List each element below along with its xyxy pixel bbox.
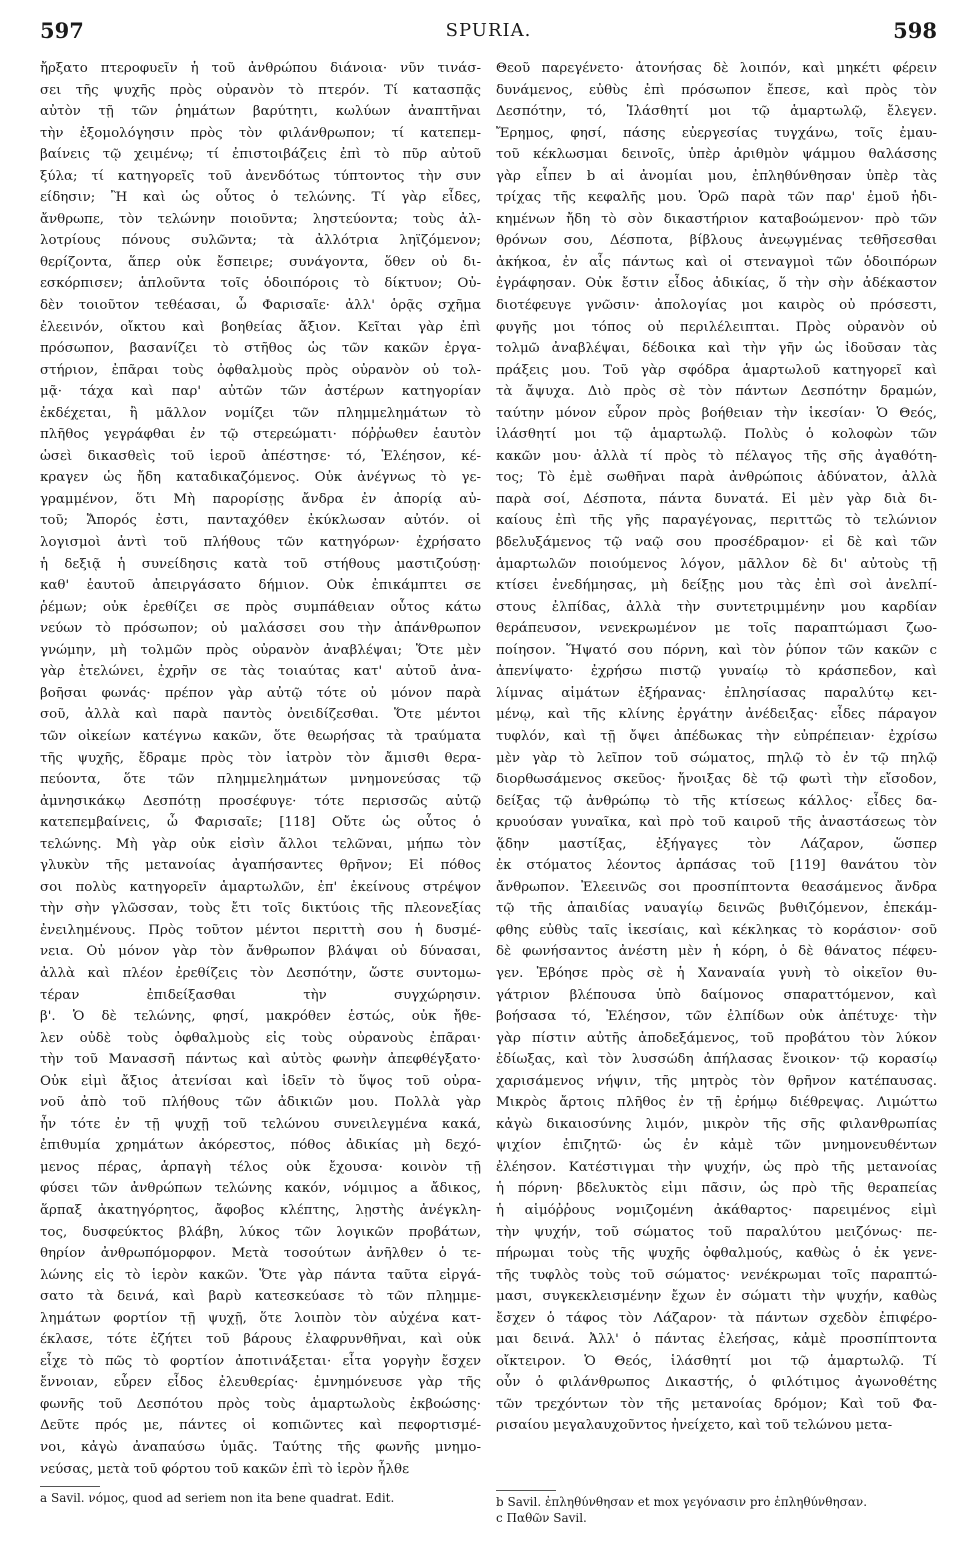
text-line: τῷ τῆς ἀπαιδίας ναυαγίῳ δεινῶς βυθιζόμενον, ἐπεκάμ- <box>496 901 937 917</box>
text-line: Δεσπότην, τό, Ἱλάσθητί μοι τῷ ἁμαρτωλῷ, ἔλεγεν. <box>496 104 937 120</box>
text-line: βοῆσαι φωνάς· πρέπον γὰρ αὐτῷ τότε οὐ μόνον παρὰ <box>40 685 481 701</box>
text-line: οἴκτειρον. Ὁ Θεός, ἱλάσθητί μοι τῷ ἁμαρτωλῷ. Τί <box>496 1353 937 1369</box>
text-line: ἀμνησικάκῳ Δεσπότῃ προσέφυγε· τότε περισσῶς αὐτῷ <box>40 793 481 809</box>
page-number-right: 598 <box>893 18 937 43</box>
text-line: βοήσασα τό, Ἐλέησον, τῶν ἐλπίδων οὐκ ἀπέτυχε· τὴν <box>496 1009 937 1025</box>
text-line: σει τῆς ψυχῆς πρὸς οὐρανὸν τὸ πτερόν. Τί κατασπᾷς <box>40 82 481 98</box>
text-line: ἡ πόρνη· βδελυκτὸς εἰμι πᾶσιν, ὡς πρὸ τῆς θεραπείας <box>496 1181 937 1197</box>
text-line: τοῦ κέκλωσμαι δεινοῖς, ὑπὲρ ἀριθμὸν ψάμμου θαλάσσης <box>496 147 937 163</box>
text-line: σατο τὰ δεινά, καὶ βαρὺ κατεσκεύασε τὸ τῶν πλημμε- <box>40 1289 481 1305</box>
text-line: θρόνων σου, Δέσποτα, βίβλους ἀνεῳγμένας τεθῆσεσθαι <box>496 233 937 249</box>
text-line: ἐγράφησαν. Οὐκ ἔστιν εἶδος ἀδικίας, ὅ τὴν σὴν ἀδέκαστον <box>496 276 937 292</box>
text-line: μασι, συγκεκλεισμένην ἔχων ἐν σώματι τὴν ψυχήν, καθὼς <box>496 1289 937 1305</box>
text-line: ἐδίωξας, καὶ τὸν λυσσώδη ἀπήλασας ἔνοικον· τῷ κορασίῳ <box>496 1052 937 1068</box>
text-line: πράξεις μου. Τοῦ γὰρ σφόδρα ἁμαρτωλοῦ κατηγορεῖ καὶ <box>496 362 937 378</box>
text-line: τῶν οἰκείων κατέγνω κακῶν, ὅτε θεωρήσας τὰ τραύματα <box>40 728 481 744</box>
text-line: Μικρὸς ἄρτοις πλῆθος ἐν τῇ ἐρήμῳ διέθρεψας. Λιμώττω <box>496 1095 937 1111</box>
page-header <box>40 14 937 44</box>
text-line: ἔννοιαν, εὗρεν εἶδος ἐλευθερίας· ἐμνημόνευσε γὰρ τῆς <box>40 1375 481 1391</box>
text-line: ἁμαρτωλῶν ποιούμενος λόγον, μᾶλλον δὲ δι' αὐτοὺς τῇ <box>496 556 937 572</box>
text-line: δείξας τῷ ἀνθρώπῳ τὸ τῆς κτίσεως κάλλος· εἶδες δα- <box>496 793 937 809</box>
text-line: ἡ δεξιᾷ ἡ συνείδησις κατὰ τοῦ στήθους μαστιζούσῃ· <box>40 556 481 572</box>
text-line: β'. Ὁ δὲ τελώνης, φησί, μακρόθεν ἑστώς, οὐκ ἤθε- <box>40 1009 481 1025</box>
text-line: σοι πολὺς κατηγορεῖν ἁμαρτωλῶν, ἐπ' ἐκείνους στρέψον <box>40 879 481 895</box>
footnote-right-c: c Παθῶν Savil. <box>496 1511 587 1525</box>
footnote-right-b: b Savil. ἐπληθύνθησαν et mox γεγόνασιν pro ἐπληθύνθησαν. <box>496 1495 868 1509</box>
text-line: σοῦ, ἀλλὰ καὶ παρὰ παντὸς ὀνειδίζεσθαι. Ὅτε μέντοι <box>40 707 481 723</box>
text-line: τὴν ἐξομολόγησιν πρὸς τὸν φιλάνθρωπον; τί κατεπεμ- <box>40 125 481 141</box>
text-line: δὲ φωνήσαντος ἀνέστη μὲν ἡ κόρη, ὁ δὲ θάνατος πέφευ- <box>496 944 937 960</box>
text-line: θηρίον ἀνθρωπόμορφον. Μετὰ τοσούτων ἀνῆλθεν ὁ τε- <box>40 1246 481 1262</box>
text-line: τολμῶ ἀναβλέψαι, δέδοικα καὶ τὴν γῆν ὡς ἰδοῦσαν τὰς <box>496 341 937 357</box>
text-line: τέραν ἐπιδείξασθαι τὴν συγχώρησιν. <box>40 987 481 1003</box>
footnotes-right <box>496 1494 937 1526</box>
text-line: κακῶν μου· ἀλλὰ τί πρὸς τὸ πέλαγος τῆς σῆς ἀγαθότη- <box>496 448 937 464</box>
text-line: αὐτὸν τῇ τῶν ῥημάτων βαρύτητι, κωλύων ἀναπτῆναι <box>40 104 481 120</box>
text-line: κἀγὼ δικαιοσύνης λιμόν, μικρὸν τῆς σῆς φιλανθρωπίας <box>496 1116 937 1132</box>
text-line: ἐπιθυμία χρημάτων ἀκόρεστος, πόθος ἀδικίας μὴ δεχό- <box>40 1138 481 1154</box>
text-line: δυνάμενος, εὐθὺς ἐπὶ πρόσωπον ἔπεσε, καὶ πρὸς τὸν <box>496 82 937 98</box>
text-line: καίους ἐπὶ τῆς γῆς παραγέγονας, περιττῶς τὸ τελώνιον <box>496 513 937 529</box>
text-line: λοτρίους πόνους συλῶντα; τὰ ἀλλότρια ληϊζόμενον; <box>40 233 481 249</box>
text-line: ἐκ στόματος λέοντος ἁρπάσας τοῦ [119] θανάτου τὸν <box>496 858 937 874</box>
text-line: τὰ ἄψυχα. Διὸ πρὸς σὲ τὸν πάντων Δεσπότην δραμών, <box>496 384 937 400</box>
text-line: τος; Τὸ ἐμὲ σωθῆναι παρὰ ἀνθρώποις ἀδύνατον, ἀλλὰ <box>496 470 937 486</box>
text-line: πεύοντα, ὅτε τῶν πλημμελημάτων μνημονεύσας τῷ <box>40 772 481 788</box>
text-line: ταύτην μόνον εὗρον πρὸς βοήθειαν τὴν ἱκεσίαν· Ὁ Θεός, <box>496 405 937 421</box>
text-line: ποίησον. Ἥψατό σου πόρνη, καὶ τὸν ῥύπον τῶν κακῶν c <box>496 642 937 658</box>
right-column <box>496 58 937 1437</box>
text-line: νοῦ ἀπὸ τοῦ πλήθους τῶν ἀδικιῶν μου. Πολλὰ γὰρ <box>40 1095 481 1111</box>
text-line: νεύων τὸ πρόσωπον; οὐ μαλάσσει σου τὴν ἀπάνθρωπον <box>40 621 481 637</box>
text-line: Δεῦτε πρός με, πάντες οἱ κοπιῶντες καὶ πεφορτισμέ- <box>40 1418 481 1434</box>
text-line: φυγῆς μοι τόπος οὐ περιλέλειπται. Πρὸς οὐρανὸν οὐ <box>496 319 937 335</box>
text-line: Οὐκ εἰμὶ ἄξιος ἀτενίσαι καὶ ἰδεῖν τὸ ὕψος τοῦ οὐρα- <box>40 1073 481 1089</box>
text-line: ῥέμων; οὐκ ἐρεθίζει σε πρὸς συμπάθειαν οὗτος κάτω <box>40 599 481 615</box>
text-line: ἦν τότε ἐν τῇ ψυχῇ τοῦ τελώνου συνειλεγμένα κακά, <box>40 1116 481 1132</box>
text-line: είδησιν; Ἢ καὶ ὡς οὗτος ὁ τελώνης. Τί γὰρ εἶδες, <box>40 190 481 206</box>
text-line: φωνῆς τοῦ Δεσπότου πρὸς τοὺς ἁμαρτωλοὺς ἐκβοώσης· <box>40 1396 481 1412</box>
text-line: κημένων ἤδη τὸ σὸν δικαστήριον καταβοώμενον· πρὸ τῶν <box>496 211 937 227</box>
text-line: τρίχας τῆς κεφαλῆς μου. Ὁρῶ παρὰ τῶν παρ' ἐμοῦ ἠδι- <box>496 190 937 206</box>
text-line: γάτριον βλέπουσα ὑπὸ δαίμονος σπαραττόμενον, καὶ <box>496 987 937 1003</box>
text-line: ἱλάσθητί μοι τῷ ἁμαρτωλῷ. Πολὺς ὁ κολοφὼν τῶν <box>496 427 937 443</box>
text-line: κατεπεμβαίνεις, ὦ Φαρισαῖε; [118] Οὔτε ὡς οὗτος ὁ <box>40 815 481 831</box>
text-line: φύσει τῶν ἀνθρώπων τελώνης κακόν, νόμιμος a ἄδικος, <box>40 1181 481 1197</box>
text-line: μένῳ, καὶ τῆς κλίνης ἐργάτην ἀνέδειξας· εἶδες πάραγον <box>496 707 937 723</box>
text-line: γνώμην, μὴ τολμῶν πρὸς οὐρανὸν ἀναβλέψαι; Ὅτε μὲν <box>40 642 481 658</box>
text-line: κτίσει ἐνεδήμησας, μὴ δείξῃς μου τὰς ἐπὶ σοὶ ἀνελπί- <box>496 578 937 594</box>
text-line: Θεοῦ παρεγένετο· ἀτονήσας δὲ λοιπόν, καὶ μηκέτι φέρειν <box>496 61 937 76</box>
text-line: καθ' ἑαυτοῦ ἀπειργάσατο δήμιον. Οὐκ ἐπικάμπτει σε <box>40 578 481 594</box>
text-line: θερίζοντα, ἅπερ οὐκ ἔσπειρε; συνάγοντα, ὅθεν οὐ δι- <box>40 254 481 270</box>
text-line: φθης εὐθὺς ταῖς ἱκεσίαις, καὶ κέκληκας τὸ κοράσιον· σοῦ <box>496 922 937 938</box>
text-line: κρυούσαν γυναῖκα, καὶ πρὸ τοῦ καιροῦ τῆς ἀναστάσεως τὸν <box>496 815 937 831</box>
text-line: γεν. Ἐβόησε πρὸς σὲ ἡ Χαναναία γυνὴ τὸ οἰκεῖον θυ- <box>496 965 937 981</box>
left-column <box>40 58 481 1480</box>
text-line: λεν οὐδὲ τοὺς ὀφθαλμοὺς εἰς τοὺς οὐρανοὺς ἐπᾶραι· <box>40 1030 481 1046</box>
text-line: τὴν ψυχήν, τοῦ σώματος τοῦ παραλύτου μειζόνως· πε- <box>496 1224 937 1240</box>
running-head: SPURIA. <box>445 20 532 41</box>
footnote-left: a Savil. νόμος, quod ad seriem non ita bene quadrat. Edit. <box>40 1491 395 1505</box>
text-line: θεράπευσον, νενεκρωμένον με τοῖς παραπτώμασι ζωο- <box>496 621 937 637</box>
text-line: διοτέφευγε γνῶσιν· ἀπολογίας μοι καιρὸς οὐ πρόσεστι, <box>496 298 937 314</box>
text-line: πήρωμαι τοὺς τῆς ψυχῆς ὀφθαλμούς, καθὼς ὁ ἐκ γενε- <box>496 1246 937 1262</box>
text-line: ἐνειλημένους. Πρὸς τοῦτον μέντοι περιττὴ σου ἡ δυσμέ- <box>40 922 481 938</box>
page-number-left: 597 <box>40 18 84 43</box>
text-line: εσκόρπισεν; ἁπλοῦντα τοῖς ὁδοιπόροις τὸ δίκτυον; Οὐ- <box>40 276 481 292</box>
text-line: μὲν γὰρ τὸ λεῖπον τοῦ σώματος, πηλῷ τὸ ἐν τῷ πηλῷ <box>496 750 937 766</box>
footnote-rule-left <box>40 1486 100 1487</box>
text-line: πρόσωπον, βασανίζει τὸ στῆθος ὡς τῶν κακῶν ἐργα- <box>40 341 481 357</box>
text-line: γὰρ πίστιν αὐτῆς ἀποδεξάμενος, τοῦ προβάτου τὸν λύκον <box>496 1030 937 1046</box>
text-line: ἀλλὰ καὶ πλέον ἐρεθίζεις τὸν Δεσπότην, ὥστε συντομω- <box>40 965 481 981</box>
text-line: εἶχε τὸ πῶς τὸ φορτίον ἀποτινάξεται· εἶτα γοργὴν ἔσχεν <box>40 1353 481 1369</box>
text-line: ᾅδην μαστίξας, ἐξήγαγες τὸν Λάζαρον, ὥσπερ <box>496 836 937 852</box>
text-line: ἄνθρωπον. Ἐλεεινῶς σοι προσπίπτοντα θεασάμενος ἄνδρα <box>496 879 937 895</box>
text-line: ρισαίου μεγαλαυχοῦντος ἠνείχετο, καὶ τοῦ τελώνου μετα- <box>496 1418 893 1434</box>
text-line: στους ἐλπίδας, ἀλλὰ τὴν συντετριμμένην μου καρδίαν <box>496 599 937 615</box>
text-line: ἐλεεινόν, οἴκτου καὶ βοηθείας ἄξιον. Κεῖται γὰρ ἐπὶ <box>40 319 481 335</box>
text-line: ὡσεὶ δικασθεὶς τοῦ ἱεροῦ ἀπέστησε· τό, Ἐλέησον, κέ- <box>40 448 481 464</box>
text-line: νεια. Οὐ μόνον γὰρ τὸν ἄνθρωπον βλάψαι οὐ δύνασαι, <box>40 944 481 960</box>
text-line: ἄνθρωπε, τὸν τελώνην ποιοῦντα; ληστεύοντα; τοὺς ἀλ- <box>40 211 481 227</box>
text-line: Ἔρημος, φησί, πάσης εὐεργεσίας τυγχάνω, τοῖς ἐμαυ- <box>496 125 937 141</box>
text-line: βαίνεις τῷ χειμένῳ; τί ἐπιστοιβάζεις ἐπὶ τὸ πῦρ αὐτοῦ <box>40 147 481 163</box>
text-line: λίμνας αἱμάτων ἐξήρανας· ἐπλησίασας παραλύτῳ κει- <box>496 685 937 701</box>
text-line: τῆς τυφλὸς τοὺς τοῦ σώματος· νενέκρωμαι τοῖς παραπτώ- <box>496 1267 937 1283</box>
text-line: χαρισάμενος νήψιν, τῆς μητρὸς τὸν θρῆνον κατέπαυσας. <box>496 1073 937 1089</box>
text-line: πλῆθος γεγράφθαι ἐν τῷ στερεώματι· πόῤῥωθεν ἑαυτὸν <box>40 427 481 443</box>
text-line: τοῦ; Ἄπορός ἐστι, πανταχόθεν ἐκύκλωσαν αὐτόν. οἱ <box>40 513 481 529</box>
text-line: βδελυξάμενος τῷ ναῷ σου προσέδραμον· εἰ δὲ καὶ τῶν <box>496 535 937 551</box>
text-line: νοι, κἀγὼ ἀναπαύσω ὑμᾶς. Ταύτης τῆς φωνῆς μνημο- <box>40 1440 481 1455</box>
text-line: ἐκδέχεται, ἢ μᾶλλον νομίζει τῶν πλημμελημάτων τὸ <box>40 405 481 421</box>
text-line: γὰρ ἐτελώνει, ἐχρῆν σε τὰς τοιαύτας κατ' αὐτοῦ ἀνα- <box>40 664 481 680</box>
text-line: ψιχίον ἐπιζητῶ· ὡς ἐν κἀμὲ τῶν μνημονευθέντων <box>496 1138 937 1154</box>
text-line: στήριον, ἐπᾶραι τοὺς ὀφθαλμοὺς πρὸς οὐρανὸν οὐ τολ- <box>40 362 481 378</box>
text-line: μᾷ· τάχα καὶ παρ' αὐτῶν τῶν ἀστέρων κατηγορίαν <box>40 384 481 400</box>
text-line: ἔσχεν ὁ τάφος τὸν Λάζαρον· τὰ πάντων σχεδὸν ἐπιφέρο- <box>496 1310 937 1326</box>
text-line: γλυκὺν τῆς μετανοίας ἀγαπήσαντες θρῆνον; Εἰ πόθος <box>40 858 481 874</box>
text-line: κραγεν ὡς ἤδη καταδικαζόμενος. Οὐκ ἀνέγνως τὸ γε- <box>40 470 481 486</box>
text-line: λημάτων φορτίον τῇ ψυχῇ, ὅτε λοιπὸν τὸν αὐχένα κατ- <box>40 1310 481 1326</box>
text-line: τος, δυσφεύκτος βλάβη, λύκος τῶν λογικῶν προβάτων, <box>40 1224 481 1240</box>
text-line: έκλασε, τότε ἐζήτει τοῦ βάρους ἐλαφρυνθῆναι, καὶ οὐκ <box>40 1332 481 1348</box>
text-line: τῶν τρεχόντων τὸν τῆς μετανοίας δρόμον; Καὶ τοῦ Φα- <box>496 1396 937 1412</box>
text-line: λώνης εἰς τὸ ἱερὸν κακῶν. Ὅτε γὰρ πάντα ταῦτα εἰργά- <box>40 1267 481 1283</box>
text-line: γραμμένον, ὅτι Μὴ παρορίσῃς ἄνδρα ἐν ἀπορίᾳ αὐ- <box>40 491 481 507</box>
text-line: τὴν τοῦ Μανασσῆ πάντως καὶ αὐτὸς φωνὴν ἀπεφθέγξατο· <box>40 1052 481 1068</box>
text-line: διορθωσάμενος σκεῦος· ἤνοιξας δὲ τῷ φωτὶ τὴν εἴσοδον, <box>496 772 937 788</box>
text-line: τῆς ψυχῆς, ἔδραμε πρὸς τὸν ἰατρὸν τὸν ἄμισθι θερα- <box>40 750 481 766</box>
text-line: νεύσας, μετὰ τοῦ φόρτου τοῦ κακῶν ἐπὶ τὸ ἱερὸν ἦλθε <box>40 1461 410 1477</box>
text-line: μενος πέρας, ἁρπαγὴ τέλος οὐκ ἔχουσα· κοινὸν τῇ <box>40 1159 481 1175</box>
text-line: οὖν ὁ φιλάνθρωπος Δικαστής, ὁ φιλότιμος ἀγωνοθέτης <box>496 1375 937 1391</box>
text-line: λογισμοὶ ἀντὶ τοῦ πλήθους τῶν κατηγόρων· ἐχρήσατο <box>40 535 481 551</box>
text-line: ἐλέησον. Κατέστιγμαι τὴν ψυχήν, ὡς πρὸ τῆς μετανοίας <box>496 1159 937 1175</box>
text-line: παρὰ σοί, Δέσποτα, πάντα δυνατά. Εἰ μὲν γὰρ διὰ δι- <box>496 491 937 507</box>
text-line: ἤρξατο πτεροφυεῖν ἡ τοῦ ἀνθρώπου διάνοια· νῦν τινάσ- <box>40 61 481 76</box>
text-line: ἅρπαξ ἀκατηγόρητος, ἄφοβος κλέπτης, λῃστὴς ἀνέγκλη- <box>40 1202 481 1218</box>
text-line: τυφλόν, καὶ τῇ ὄψει ἀπέδωκας τὴν εὐπρέπειαν· ἐχρίσω <box>496 728 937 744</box>
text-line: γὰρ εἶπεν b αἱ ἀνομίαι μου, ἐπληθύνθησαν ὑπὲρ τὰς <box>496 168 937 184</box>
text-line: μαι δεινά. Ἀλλ' ὁ πάντας ἐλεήσας, κἀμὲ προσπίπτοντα <box>496 1332 937 1348</box>
text-line: ἡ αἱμόῤῥους νομιζομένη ἀκάθαρτος· παρειμένος εἰμὶ <box>496 1202 937 1218</box>
text-line: ἀπενίψατο· ἐχρήσω πιστῷ γυναίῳ τὸ κράσπεδον, καὶ <box>496 664 937 680</box>
text-line: τὴν σὴν γλῶσσαν, τοὺς ἔτι τοῖς δικτύοις τῆς πλεονεξίας <box>40 901 481 917</box>
text-line: ἀκήκοα, ἐν αἷς πάντως καὶ οἱ στεναγμοὶ τῶν ὁδοιπόρων <box>496 254 937 270</box>
text-line: ξύλα; τί κατηγορεῖς τοῦ ἀνενδότως τύπτοντος τὴν συν <box>40 168 481 184</box>
text-line: δὲν τοιοῦτον τεθέασαι, ὦ Φαρισαῖε· ἀλλ' ὁρᾷς σχῆμα <box>40 298 481 314</box>
footnote-rule-right <box>496 1490 556 1491</box>
text-line: τελώνης. Μὴ γὰρ οὐκ εἰσὶν ἄλλοι τελῶναι, μήπω τὸν <box>40 836 481 852</box>
